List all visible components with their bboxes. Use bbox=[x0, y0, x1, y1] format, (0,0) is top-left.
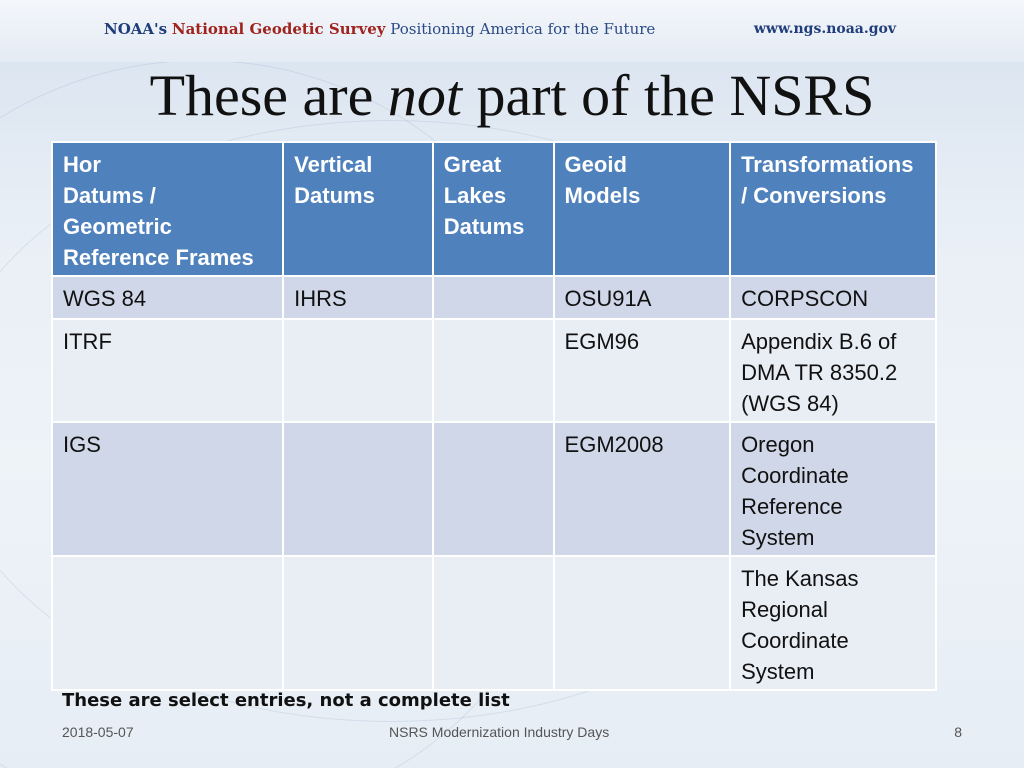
table-cell: IGS bbox=[52, 422, 283, 556]
table-row bbox=[52, 276, 936, 319]
table-cell: Appendix B.6 of DMA TR 8350.2 (WGS 84) bbox=[730, 319, 936, 422]
table-cell: IHRS bbox=[283, 276, 433, 319]
header-cell: Hor Datums / Geometric Reference Frames bbox=[52, 142, 283, 276]
page-number: 8 bbox=[954, 724, 962, 740]
slide-title bbox=[0, 62, 1024, 129]
table-header-row bbox=[52, 142, 936, 276]
table-cell bbox=[433, 319, 554, 422]
title-before: These are bbox=[149, 63, 388, 128]
table-cell: The Kansas Regional Coordinate System bbox=[730, 556, 936, 690]
table-cell bbox=[433, 556, 554, 690]
footnote: These are select entries, not a complete list bbox=[62, 690, 510, 711]
table-cell: OSU91A bbox=[554, 276, 731, 319]
table-cell bbox=[52, 556, 283, 690]
table-cell bbox=[283, 556, 433, 690]
table-cell: WGS 84 bbox=[52, 276, 283, 319]
table-cell bbox=[283, 422, 433, 556]
table-cell: EGM96 bbox=[554, 319, 731, 422]
table-row bbox=[52, 556, 936, 690]
table-row bbox=[52, 422, 936, 556]
brand-line bbox=[104, 20, 655, 38]
nsrs-table bbox=[51, 141, 937, 691]
brand-tagline: Positioning America for the Future bbox=[390, 20, 656, 38]
header-cell: Great Lakes Datums bbox=[433, 142, 554, 276]
website-link[interactable]: www.ngs.noaa.gov bbox=[753, 21, 896, 37]
table-cell: EGM2008 bbox=[554, 422, 731, 556]
table-cell bbox=[433, 276, 554, 319]
table-cell bbox=[554, 556, 731, 690]
brand-noaa: NOAA's bbox=[104, 20, 168, 38]
table-cell: Oregon Coordinate Reference System bbox=[730, 422, 936, 556]
header-cell: Transformations / Conversions bbox=[730, 142, 936, 276]
table-row bbox=[52, 319, 936, 422]
header-cell: Vertical Datums bbox=[283, 142, 433, 276]
header-band bbox=[0, 0, 1024, 62]
title-emphasis: not bbox=[387, 63, 462, 128]
table-cell bbox=[433, 422, 554, 556]
footer-event: NSRS Modernization Industry Days bbox=[389, 724, 610, 740]
brand-ngs: National Geodetic Survey bbox=[171, 20, 386, 38]
table-cell bbox=[283, 319, 433, 422]
header-cell: Geoid Models bbox=[554, 142, 731, 276]
table-cell: ITRF bbox=[52, 319, 283, 422]
table-cell: CORPSCON bbox=[730, 276, 936, 319]
footer-date: 2018-05-07 bbox=[62, 724, 134, 740]
title-after: part of the NSRS bbox=[461, 63, 875, 128]
